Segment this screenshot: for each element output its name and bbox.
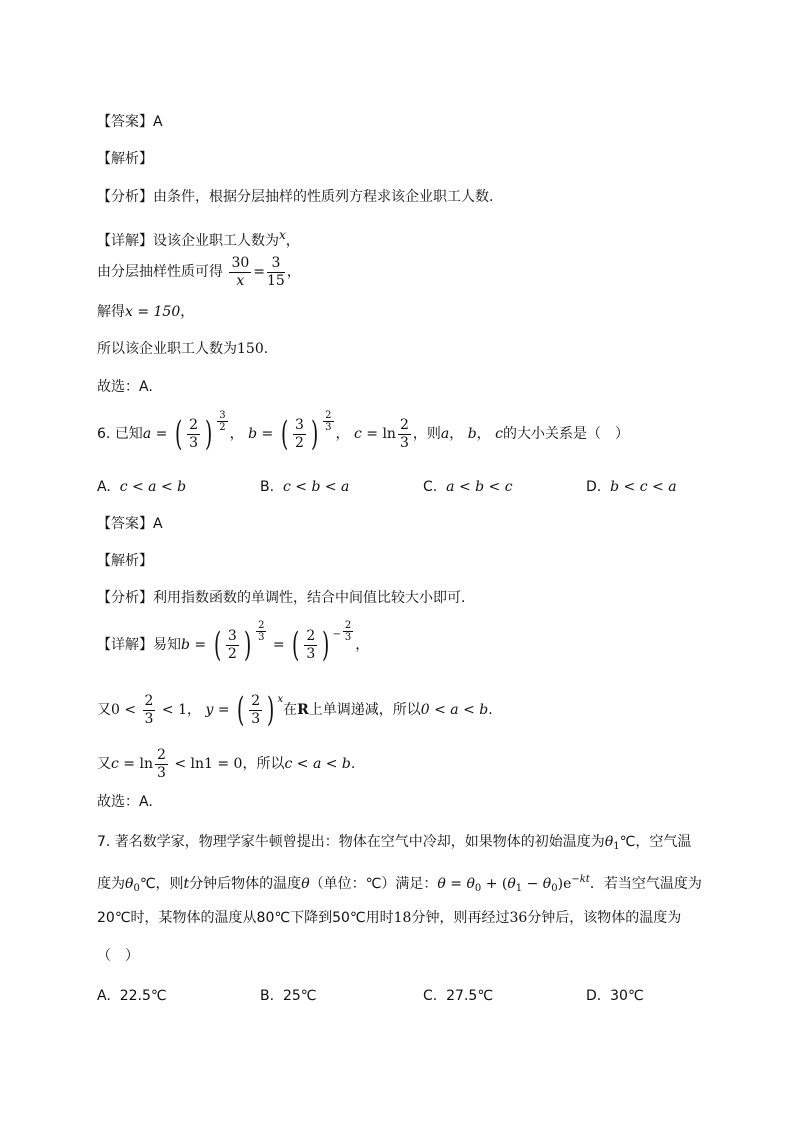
q6-option-c[interactable] [423, 477, 513, 497]
option-expr: 27.5℃ [446, 988, 494, 1004]
q7-line3 [97, 908, 681, 928]
q5-jiexi: 【解析】 [97, 151, 153, 167]
fenxi-tag: 【分析】 [97, 590, 153, 606]
value: 150 [237, 341, 264, 357]
num: 3 [267, 255, 285, 273]
option-expr: c < b < a [282, 479, 350, 495]
q6-choice: 故选：A. [97, 794, 153, 810]
q7-options [97, 986, 697, 1006]
q5-xiangjie-line1 [97, 225, 300, 251]
option-label: C. [423, 988, 438, 1004]
q7-option-d[interactable] [586, 986, 644, 1006]
option-expr: b < c < a [610, 479, 677, 495]
text: ，空气温 [635, 834, 692, 850]
text: 7. 著名数学家，物理学家牛顿曾提出：物体在空气中冷却，如果物体的初始温度为 [97, 834, 605, 850]
option-expr: a < b < c [446, 479, 513, 495]
option-label: A. [97, 479, 111, 495]
set-R: R [297, 702, 309, 718]
text: ．若当空气温度为 [589, 876, 702, 892]
num: 30 [231, 254, 250, 271]
option-expr: 30℃ [610, 988, 644, 1004]
fenxi-text: 利用指数函数的单调性，结合中间值比较大小即可. [153, 590, 466, 606]
question-number: 6. [97, 426, 111, 442]
q7-line2: 度为$\theta_0℃$，则t分钟后物体的温度θ（单位：℃）满足：$\theta = \theta_0 + (\theta_1 - \theta_0)e^{-kt}$．若当空气温度为 [97, 874, 702, 894]
q6-jiexi: 【解析】 [97, 553, 153, 569]
var-x: x [279, 228, 286, 242]
text: 下降到 [290, 910, 333, 926]
text: 已知 [114, 426, 143, 442]
text: 上单调递减，所以 [308, 702, 421, 718]
fenxi-text: 由条件，根据分层抽样的性质列方程求该企业职工人数. [153, 189, 494, 205]
text: 用时 [365, 910, 394, 926]
option-label: A. [97, 988, 111, 1004]
q6-option-a[interactable] [97, 477, 186, 497]
q7-option-b[interactable] [260, 986, 317, 1006]
option-expr: c < a < b [119, 479, 187, 495]
text: 度为 [97, 876, 125, 892]
text: 易知 [153, 637, 181, 653]
text: ，所以 [242, 756, 285, 772]
q6-xiangjie-line2: 又0 < $\frac{2}{3}$ < 1， y = ( $\frac{2}{3}$ ) x在R上单调递减，所以0 < a < b. [97, 690, 493, 730]
q6-option-d[interactable] [586, 477, 677, 497]
exponent: $\frac{3}{2}$ [219, 410, 226, 433]
text: ， [285, 233, 300, 249]
xiangjie-tag: 【详解】 [97, 233, 153, 249]
q7-line4: （ ） [97, 948, 139, 964]
text: 的大小关系是（ ） [502, 426, 629, 442]
q5-line3: 解得x = 150， [97, 304, 195, 320]
text: 由分层抽样性质可得 [97, 264, 223, 280]
value: 50℃ [332, 910, 366, 926]
inequality: 0 < a < b [420, 702, 489, 718]
text: 20℃时，某物体的温度从 [97, 910, 257, 926]
option-expr: 22.5℃ [119, 988, 167, 1004]
fraction-3-15 [267, 255, 285, 290]
q6-xiangjie-line3: 又c = ln $\frac{2}{3}$ < ln1 = 0，所以c < a < b. [97, 746, 356, 781]
text: 分钟，则再经过 [411, 910, 510, 926]
text: （单位：℃）满足： [309, 876, 438, 892]
den: 15 [267, 272, 285, 289]
q6-option-b[interactable] [260, 477, 349, 497]
q6-answer: 【答案】A [97, 516, 163, 532]
option-label: C. [423, 479, 438, 495]
value: 18 [393, 910, 412, 926]
option-label: B. [260, 479, 275, 495]
text: 所以该企业职工人数为 [97, 341, 237, 357]
fenxi-tag: 【分析】 [97, 189, 153, 205]
q6-fenxi [97, 588, 465, 608]
q5-choice: 故选：A. [97, 379, 153, 395]
text: 又 [97, 702, 111, 718]
q7-line1: 7. 著名数学家，物理学家牛顿曾提出：物体在空气中冷却，如果物体的初始温度为$\theta_1℃$，空气温 [97, 834, 692, 852]
option-label: B. [260, 988, 275, 1004]
q6-options [97, 477, 697, 497]
equation: x = 150 [125, 304, 181, 320]
value: 36 [509, 910, 528, 926]
text: 分钟后，该物体的温度为 [527, 910, 682, 926]
q5-answer: 【答案】A [97, 114, 163, 130]
inequality: c < a < b [284, 756, 351, 772]
text: 又 [97, 756, 111, 772]
option-label: D. [586, 479, 602, 495]
text: ，则 [155, 876, 184, 892]
q5-line4: 所以该企业职工人数为150. [97, 341, 269, 357]
text: 在 [283, 702, 298, 718]
text: 分钟后物体的温度 [189, 876, 302, 892]
q7-option-c[interactable] [423, 986, 493, 1006]
option-expr: 25℃ [282, 988, 317, 1004]
text: 解得 [97, 304, 125, 320]
q7-option-a[interactable] [97, 986, 167, 1006]
option-label: D. [586, 988, 602, 1004]
fraction: $\frac{2}{3}$ [189, 416, 198, 451]
q5-fenxi [97, 187, 493, 207]
q6-stem: 6. 已知a = ( $\frac{2}{3}$ ) $\frac{3}{2}$ ， b = ( $\frac{3}{2}$ ) $\frac{2}{3}$ ， c = ln $\frac{2}{3}$ ，则a， b， c的大小关系是（ ） [97, 410, 629, 454]
q6-xiangjie-line1: 【详解】易知b = ( $\frac{3}{2}$ ) $\frac{2}{3}$ = ( $\frac{2}{3}$ ) − $\frac{2}{3}$ ， [97, 620, 370, 665]
text: 设该企业职工人数为 [153, 233, 279, 249]
q5-line2: 由分层抽样性质可得 $\frac{30}{x}$ = $\frac{3}{15}$ ， [97, 254, 301, 289]
value: 80℃ [256, 910, 291, 926]
fraction-30-x [229, 255, 251, 290]
xiangjie-tag: 【详解】 [97, 637, 153, 653]
den: x [236, 272, 245, 289]
